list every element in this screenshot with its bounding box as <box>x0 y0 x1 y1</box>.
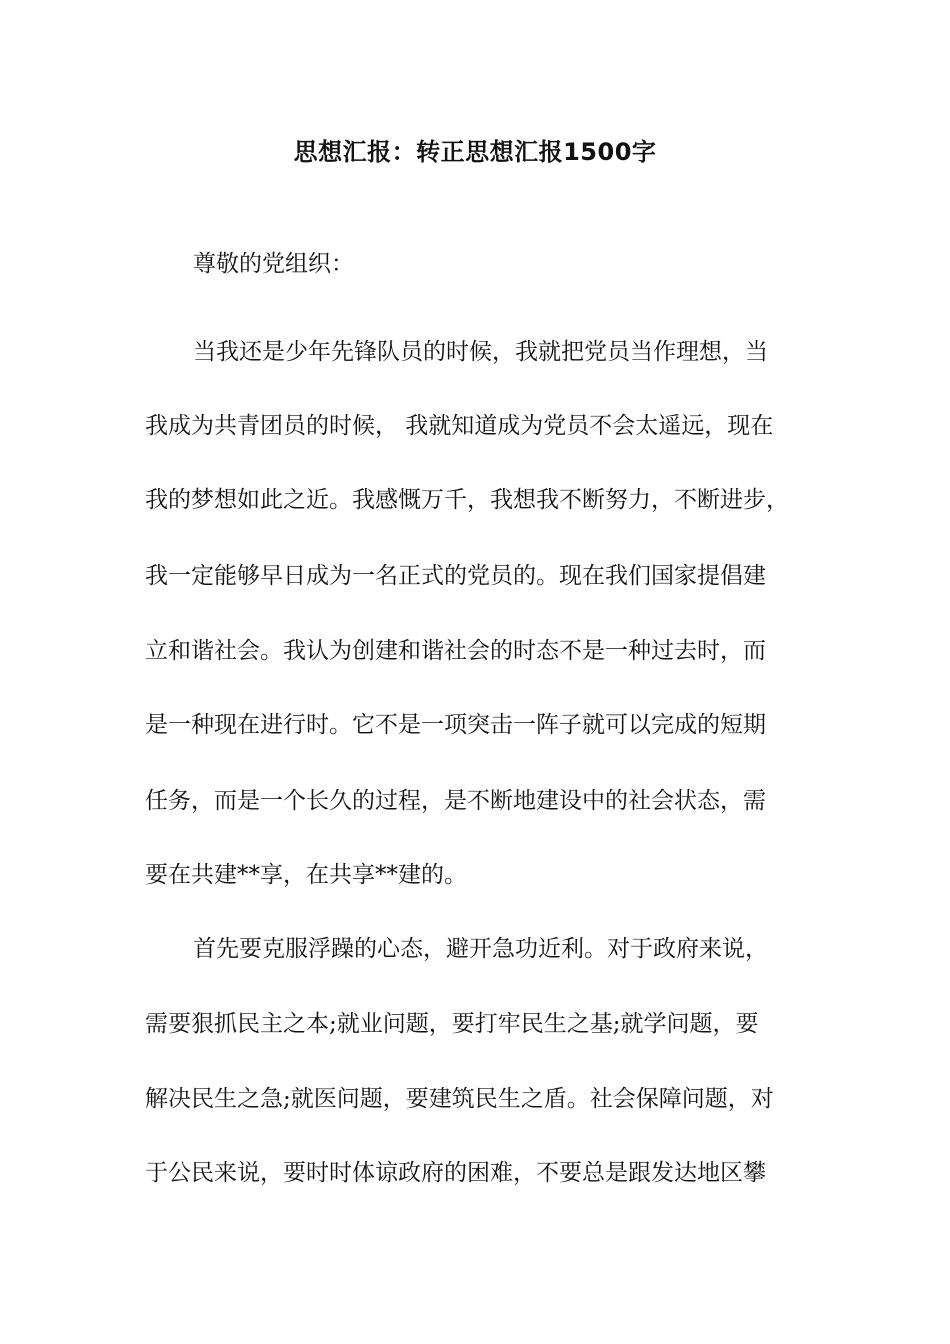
paragraph-line: 立和谐社会。我认为创建和谐社会的时态不是一种过去时，而 <box>145 638 766 664</box>
paragraph-line: 任务，而是一个长久的过程，是不断地建设中的社会状态，需 <box>145 788 766 814</box>
paragraph-line: 于公民来说，要时时体谅政府的困难，不要总是跟发达地区攀 <box>145 1160 766 1186</box>
paragraph-line: 我成为共青团员的时候， 我就知道成为党员不会太遥远，现在 <box>145 413 774 439</box>
paragraph-line: 我一定能够早日成为一名正式的党员的。现在我们国家提倡建 <box>145 563 766 589</box>
paragraph-line: 当我还是少年先锋队员的时候，我就把党员当作理想，当 <box>193 339 768 365</box>
document-title: 思想汇报：转正思想汇报1500字 <box>293 138 657 166</box>
paragraph-line: 首先要克服浮躁的心态，避开急功近利。对于政府来说， <box>193 936 768 962</box>
paragraph-line: 是一种现在进行时。它不是一项突击一阵子就可以完成的短期 <box>145 712 766 738</box>
paragraph-line: 要在共建**享，在共享**建的。 <box>145 862 467 888</box>
paragraph-line: 我的梦想如此之近。我感慨万千，我想我不断努力，不断进步， <box>145 487 789 513</box>
paragraph-line: 解决民生之急;就医问题，要建筑民生之盾。社会保障问题，对 <box>145 1086 774 1112</box>
paragraph-line: 需要狠抓民主之本;就业问题，要打牢民生之基;就学问题，要 <box>145 1011 759 1037</box>
salutation: 尊敬的党组织： <box>193 251 354 277</box>
